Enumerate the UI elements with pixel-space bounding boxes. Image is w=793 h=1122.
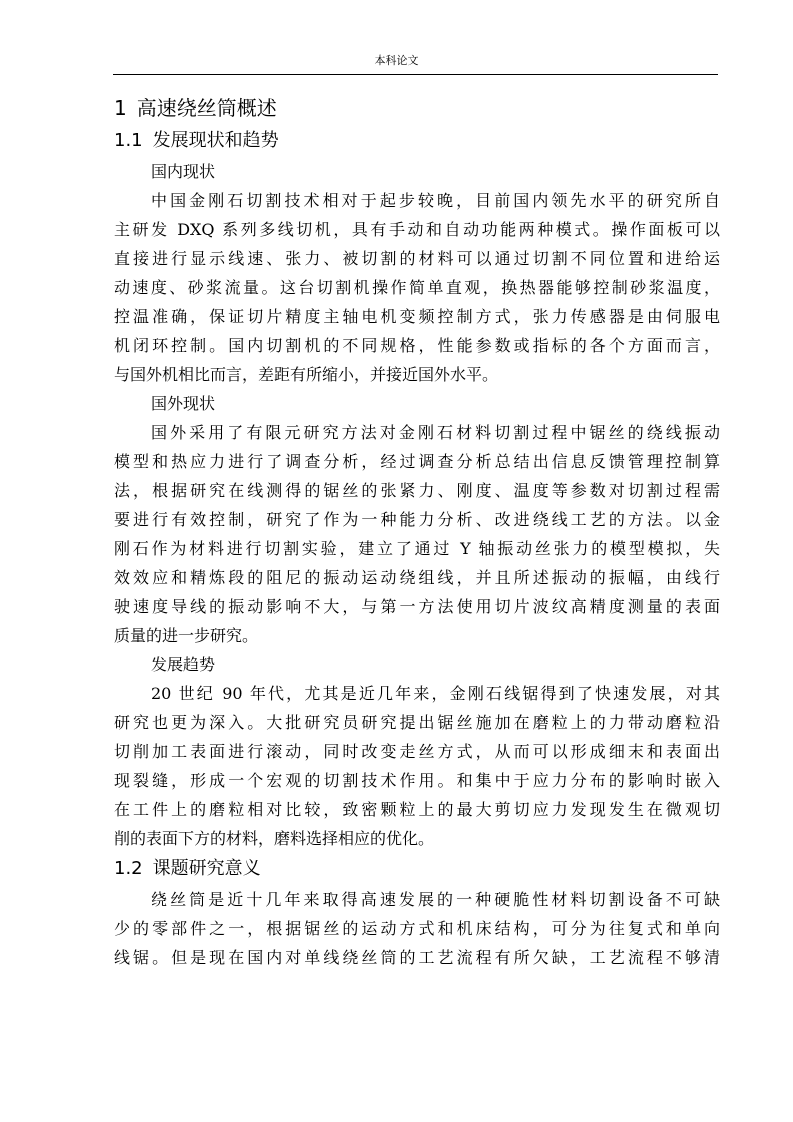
section-1-title: 高速绕丝筒概述 — [136, 96, 277, 120]
domestic-status-paragraph — [114, 186, 720, 389]
paragraph-line: 机闭环控制。国内切割机的不同规格，性能参数或指标的各个方面而言， — [114, 336, 720, 355]
section-1-heading — [114, 92, 720, 125]
paragraph-line: 线锯。但是现在国内对单线绕丝筒的工艺流程有所欠缺，工艺流程不够清 — [114, 948, 720, 967]
paragraph-line: 在工件上的磨粒相对比较，致密颗粒上的最大剪切应力发现发生在微观切 — [114, 800, 720, 819]
page-header-title: 本科论文 — [374, 54, 419, 67]
paragraph-line: 削的表面下方的材料，磨料选择相应的优化。 — [114, 829, 435, 848]
paragraph-line: 动速度、砂浆流量。这台切割机操作简单直观，换热器能够控制砂浆温度， — [114, 278, 720, 297]
paragraph-line: 国外采用了有限元研究方法对金刚石材料切割过程中锯丝的绕线振动 — [151, 423, 720, 442]
paragraph-line: 绕丝筒是近十几年来取得高速发展的一种硬脆性材料切割设备不可缺 — [151, 890, 720, 909]
domestic-status-heading: 国内现状 — [151, 162, 216, 181]
development-trend-heading: 发展趋势 — [151, 655, 216, 674]
paragraph-line: 质量的进一步研究。 — [114, 626, 259, 645]
section-1-1-heading — [114, 125, 720, 157]
research-significance-paragraph — [114, 885, 720, 972]
paragraph-line: 研究也更为深入。大批研究员研究提出锯丝施加在磨粒上的力带动磨粒沿 — [114, 713, 720, 732]
section-1-2-title: 课题研究意义 — [152, 858, 261, 879]
paragraph-line: 切削加工表面进行滚动，同时改变走丝方式，从而可以形成细末和表面出 — [114, 742, 720, 761]
section-1-2-heading — [114, 853, 720, 885]
paragraph-line: 刚石作为材料进行切割实验，建立了通过 Y 轴振动丝张力的模型模拟，失 — [114, 539, 720, 558]
section-1-1-number: 1.1 — [114, 130, 143, 151]
paragraph-line: 与国外机相比而言，差距有所缩小，并接近国外水平。 — [114, 365, 499, 384]
paragraph-line: 模型和热应力进行了调查分析，经过调查分析总结出信息反馈管理控制算 — [114, 452, 720, 471]
section-1-2-number: 1.2 — [114, 858, 143, 879]
header-divider — [113, 74, 718, 75]
development-trend-paragraph — [114, 679, 720, 853]
document-body — [114, 92, 720, 972]
paragraph-line: 中国金刚石切割技术相对于起步较晚，目前国内领先水平的研究所自 — [151, 191, 720, 210]
paragraph-line: 控温准确，保证切片精度主轴电机变频控制方式，张力传感器是由伺服电 — [114, 307, 720, 326]
section-1-1-title: 发展现状和趋势 — [152, 130, 279, 151]
section-1-number: 1 — [114, 96, 127, 120]
paragraph-line: 主研发 DXQ 系列多线切机，具有手动和自动功能两种模式。操作面板可以 — [114, 220, 720, 239]
paragraph-line: 效效应和精炼段的阻尼的振动运动绕组线，并且所述振动的振幅，由线行 — [114, 568, 720, 587]
foreign-status-paragraph — [114, 418, 720, 650]
foreign-status-heading: 国外现状 — [151, 394, 216, 413]
paragraph-line: 法，根据研究在线测得的锯丝的张紧力、刚度、温度等参数对切割过程需 — [114, 481, 720, 500]
paragraph-line: 要进行有效控制，研究了作为一种能力分析、改进绕线工艺的方法。以金 — [114, 510, 720, 529]
paragraph-line: 直接进行显示线速、张力、被切割的材料可以通过切割不同位置和进给运 — [114, 249, 720, 268]
paragraph-line: 现裂缝，形成一个宏观的切割技术作用。和集中于应力分布的影响时嵌入 — [114, 771, 720, 790]
paragraph-line: 少的零部件之一，根据锯丝的运动方式和机床结构，可分为往复式和单向 — [114, 919, 720, 938]
paragraph-line: 驶速度导线的振动影响不大，与第一方法使用切片波纹高精度测量的表面 — [114, 597, 720, 616]
paragraph-line: 20 世纪 90 年代，尤其是近几年来，金刚石线锯得到了快速发展，对其 — [151, 684, 720, 703]
